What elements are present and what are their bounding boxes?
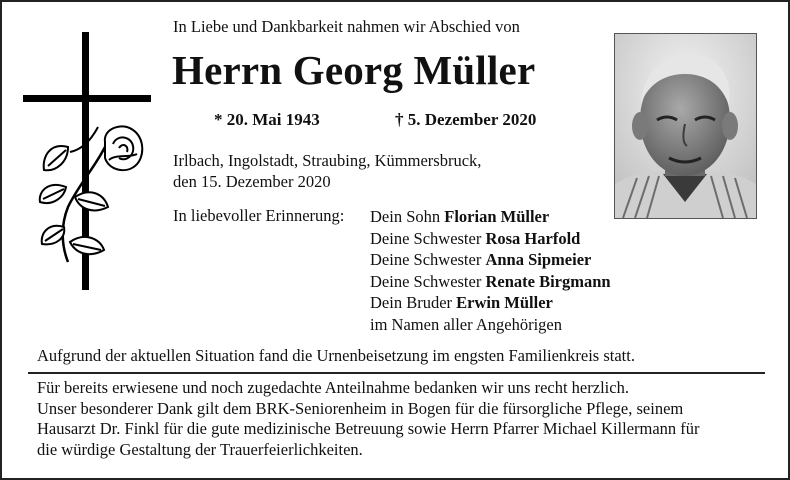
mourner-relation: Deine Schwester [370,271,482,291]
thanks-text [37,378,700,460]
portrait-photo [614,33,757,219]
cross-with-rose-icon [20,32,155,332]
mourner-row [370,206,611,228]
mourner-row [370,271,611,293]
mourner-relation: im Namen aller Angehörigen [370,314,562,334]
mourner-row [370,314,611,336]
mourners-list [370,206,611,336]
deceased-name: Herrn Georg Müller [172,47,536,93]
death-date: † 5. Dezember 2020 [395,110,537,129]
mourner-relation: Dein Bruder [370,293,453,313]
mourner-row [370,249,611,271]
intro-text: In Liebe und Dankbarkeit nahmen wir Abschied von [173,17,520,36]
mourner-name: Erwin Müller [456,293,553,313]
portrait-image [615,34,756,218]
birth-date: * 20. Mai 1943 [214,110,320,129]
thanks-line: die würdige Gestaltung der Trauerfeierlichkeiten. [37,439,363,459]
mourner-name: Rosa Harfold [485,228,581,248]
thanks-line: Für bereits erwiesene und noch zugedachte Anteilnahme bedanken wir uns recht herzlich. [37,378,629,397]
thanks-line: Hausarzt Dr. Finkl für die gute medizinische Betreuung sowie Herrn Pfarrer Michael Killermann für [37,419,700,438]
places-line: Irlbach, Ingolstadt, Straubing, Kümmersbruck, [173,151,482,170]
divider [28,372,765,374]
places-and-date [173,150,481,192]
mourner-name: Florian Müller [444,207,550,226]
mourner-relation: Dein Sohn [370,207,441,226]
memory-label: In liebevoller Erinnerung: [173,206,345,225]
mourner-row [370,292,611,314]
mourner-row [370,228,611,250]
date-line: den 15. Dezember 2020 [173,172,331,191]
mourner-name: Renate Birgmann [485,271,611,291]
notice-text: Aufgrund der aktuellen Situation fand die Urnenbeisetzung im engsten Familienkreis statt. [37,346,635,365]
mourner-relation: Deine Schwester [370,250,482,270]
mourner-name: Anna Sipmeier [485,250,592,270]
mourner-relation: Deine Schwester [370,228,482,248]
thanks-line: Unser besonderer Dank gilt dem BRK-Seniorenheim in Bogen für die fürsorgliche Pflege, seinem [37,398,684,418]
